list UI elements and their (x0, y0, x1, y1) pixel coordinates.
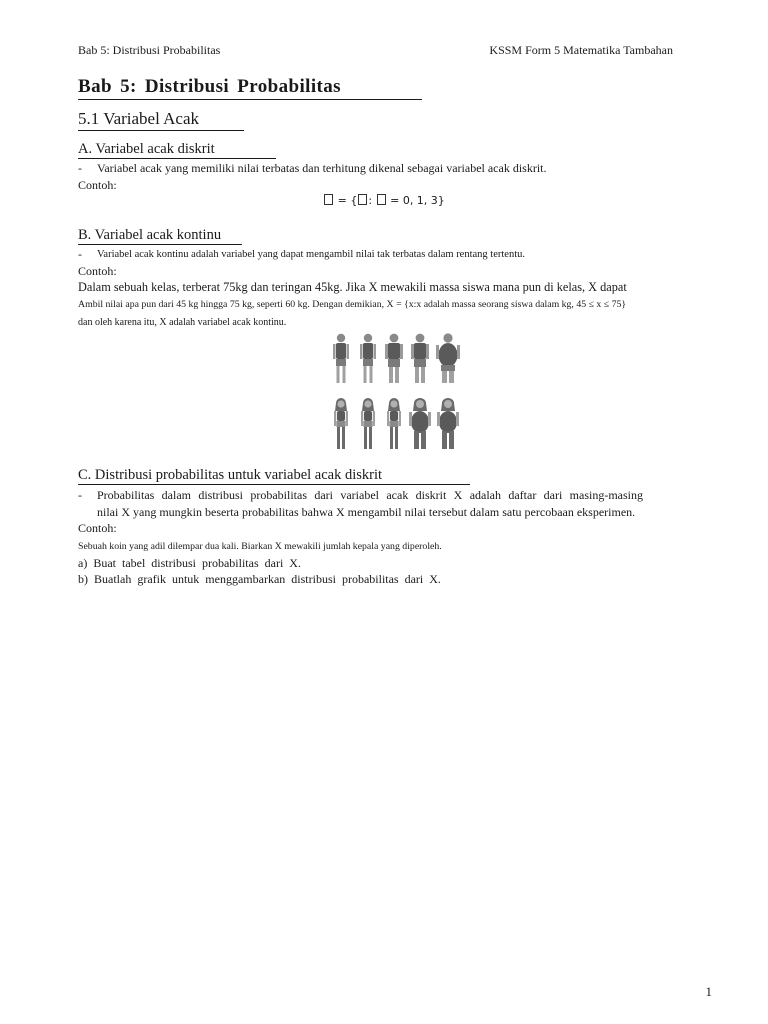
missing-glyph-box (324, 194, 333, 205)
bullet-dash: - (78, 161, 82, 175)
body-shapes-illustration (328, 332, 472, 456)
male-figures-row (333, 333, 460, 383)
bullet-dash: - (78, 247, 82, 261)
example-label: Contoh: (78, 521, 117, 535)
example-label: Contoh: (78, 178, 117, 192)
example-label: Contoh: (78, 264, 117, 278)
discrete-formula: = { : = 0, 1, 3} (0, 194, 768, 207)
heading-probability-distribution: C. Distribusi probabilitas untuk variabel acak diskrit (78, 467, 470, 485)
page-number: 1 (705, 984, 712, 999)
distribution-definition-line1: Probabilitas dalam distribusi probabilitas dari variabel acak diskrit X adalah daftar dari masing-masing (97, 488, 643, 502)
heading-continuous-variable: B. Variabel acak kontinu (78, 227, 242, 245)
task-a: a) Buat tabel distribusi probabilitas dari X. (78, 556, 301, 570)
heading-discrete-variable: A. Variabel acak diskrit (78, 141, 276, 159)
missing-glyph-box (358, 194, 367, 205)
coin-example-text: Sebuah koin yang adil dilempar dua kali. Biarkan X mewakili jumlah kepala yang diperoleh. (78, 541, 442, 552)
continuous-example-line3: dan oleh karena itu, X adalah variabel acak kontinu. (78, 317, 287, 328)
running-header-right: KSSM Form 5 Matematika Tambahan (489, 43, 673, 57)
running-header-left: Bab 5: Distribusi Probabilitas (78, 43, 221, 57)
distribution-definition-line2: nilai X yang mungkin beserta probabilitas bahwa X mengambil nilai tersebut dalam satu percobaan eksperimen. (97, 505, 636, 519)
missing-glyph-box (377, 194, 386, 205)
discrete-definition: Variabel acak yang memiliki nilai terbatas dan terhitung dikenal sebagai variabel acak diskrit. (97, 161, 547, 175)
chapter-title: Bab 5: Distribusi Probabilitas (78, 76, 422, 100)
continuous-example-line2: Ambil nilai apa pun dari 45 kg hingga 75 kg, seperti 60 kg. Dengan demikian, X = {x:x adalah massa seorang siswa dalam kg, 45 ≤ x ≤ 75} (78, 299, 627, 310)
continuous-definition: Variabel acak kontinu adalah variabel yang dapat mengambil nilai tak terbatas dalam rentang tertentu. (97, 249, 525, 260)
female-figures-row (334, 398, 459, 449)
section-title: 5.1 Variabel Acak (78, 109, 244, 131)
task-b: b) Buatlah grafik untuk menggambarkan distribusi probabilitas dari X. (78, 572, 441, 586)
bullet-dash: - (78, 488, 82, 502)
continuous-example-line1: Dalam sebuah kelas, terberat 75kg dan teringan 45kg. Jika X mewakili massa siswa mana pun di kelas, X dapat (78, 280, 627, 294)
